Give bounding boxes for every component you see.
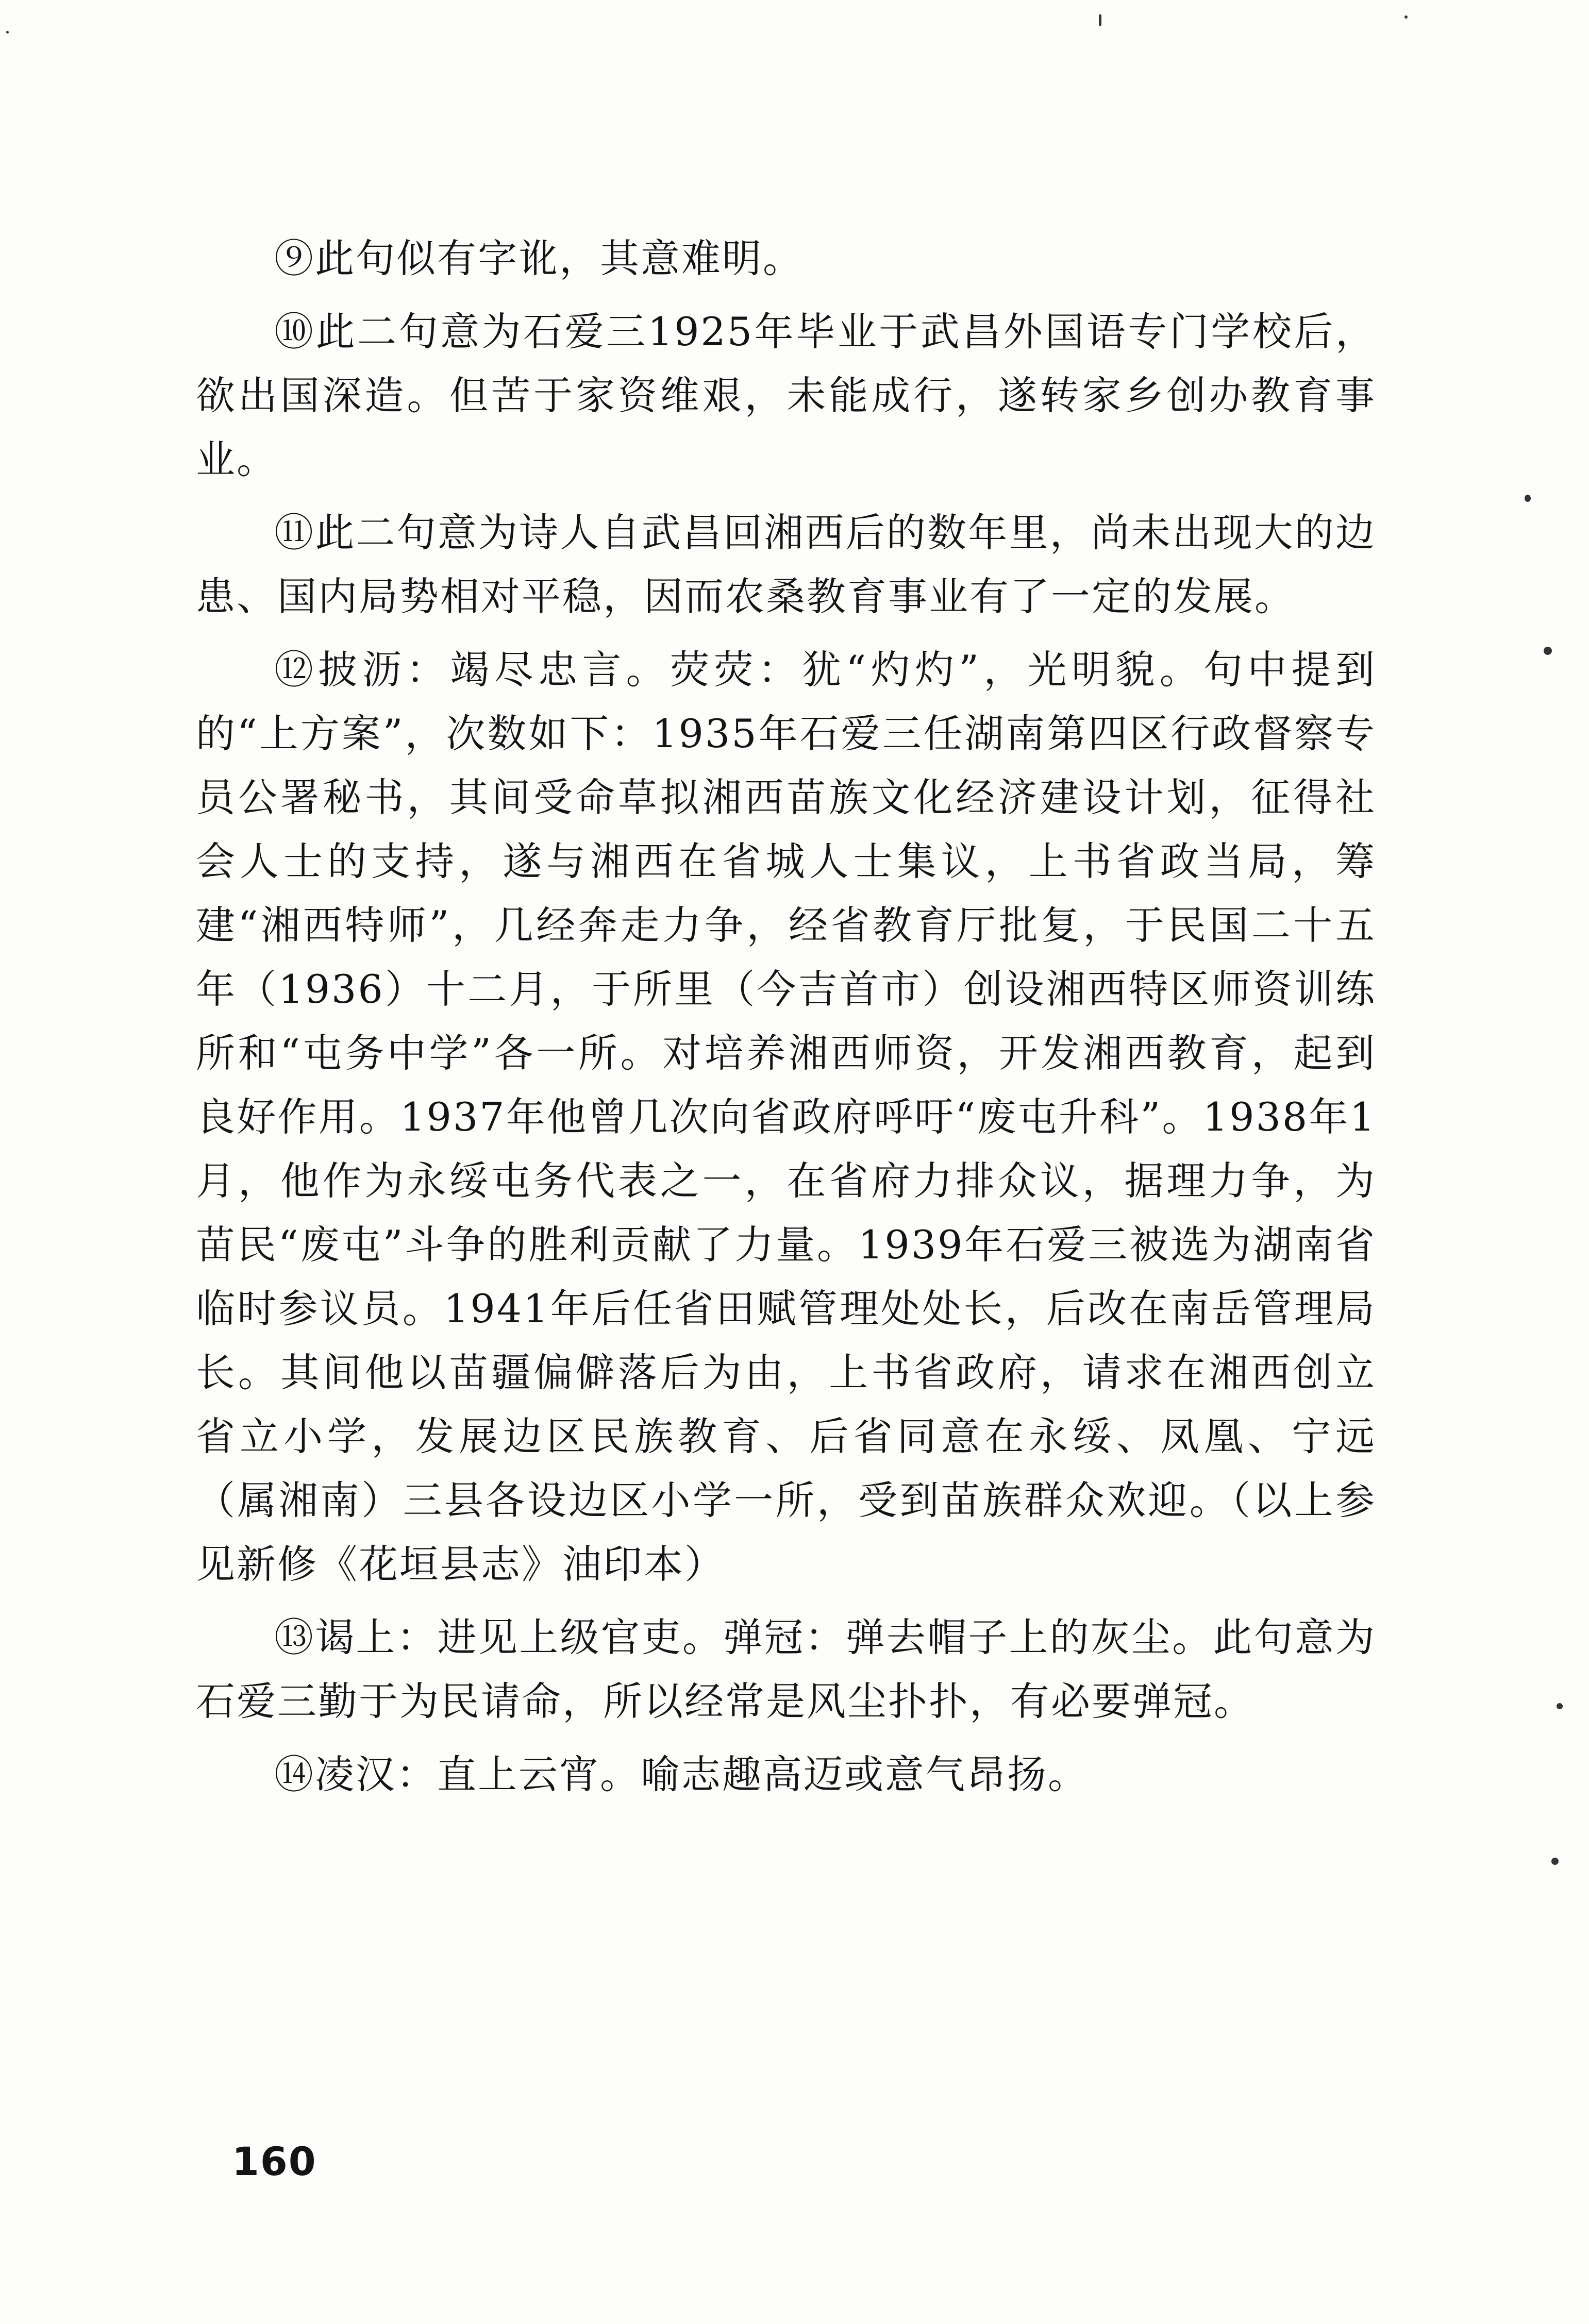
note-10: ⑩此二句意为石爱三1925年毕业于武昌外国语专门学校后，欲出国深造。但苦于家资维艰，未能成行，遂转家乡创办教育事业。	[196, 309, 1376, 482]
note-14: ⑭凌汉：直上云宵。喻志趣高迈或意气昂扬。	[274, 1752, 1089, 1797]
scan-speck	[1544, 647, 1552, 655]
scan-speck	[1525, 495, 1531, 502]
scan-speck	[1404, 15, 1408, 19]
scan-speck	[1557, 1703, 1563, 1709]
scan-speck	[1551, 1858, 1559, 1865]
page-number: 160	[232, 2138, 317, 2184]
annotation-notes	[196, 227, 1376, 1816]
note-12: ⑫披沥：竭尽忠言。荧荧：犹“灼灼”，光明貌。句中提到的“上方案”，次数如下：1935年石爱三任湖南第四区行政督察专员公署秘书，其间受命草拟湘西苗族文化经济建设计划，征得社会人士的支持，遂与湘西在省城人士集议，上书省政当局，筹建“湘西特师”，几经奔走力争，经省教育厅批复，于民国二十五年（1936）十二月，于所里（今吉首市）创设湘西特区师资训练所和“屯务中学”各一所。对培养湘西师资，开发湘西教育，起到良好作用。1937年他曾几次向省政府呼吁“废屯升科”。1938年1月，他作为永绥屯务代表之一，在省府力排众议，据理力争，为苗民“废屯”斗争的胜利贡献了力量。1939年石爱三被选为湖南省临时参议员。1941年后任省田赋管理处处长，后改在南岳管理局长。其间他以苗疆偏僻落后为由，上书省政府，请求在湘西创立省立小学，发展边区民族教育、后省同意在永绥、凤凰、宁远（属湘南）三县各设边区小学一所，受到苗族群众欢迎。（以上参见新修《花垣县志》油印本）	[196, 647, 1376, 1587]
scan-speck	[6, 31, 9, 33]
note-11: ⑪此二句意为诗人自武昌回湘西后的数年里，尚未出现大的边患、国内局势相对平稳，因而农桑教育事业有了一定的发展。	[196, 510, 1376, 619]
scan-speck	[1099, 14, 1101, 26]
note-9: ⑨此句似有字讹，其意难明。	[274, 235, 804, 281]
note-13: ⑬谒上：进见上级官吏。弹冠：弹去帽子上的灰尘。此句意为石爱三勤于为民请命，所以经常是风尘扑扑，有必要弹冠。	[196, 1614, 1376, 1724]
